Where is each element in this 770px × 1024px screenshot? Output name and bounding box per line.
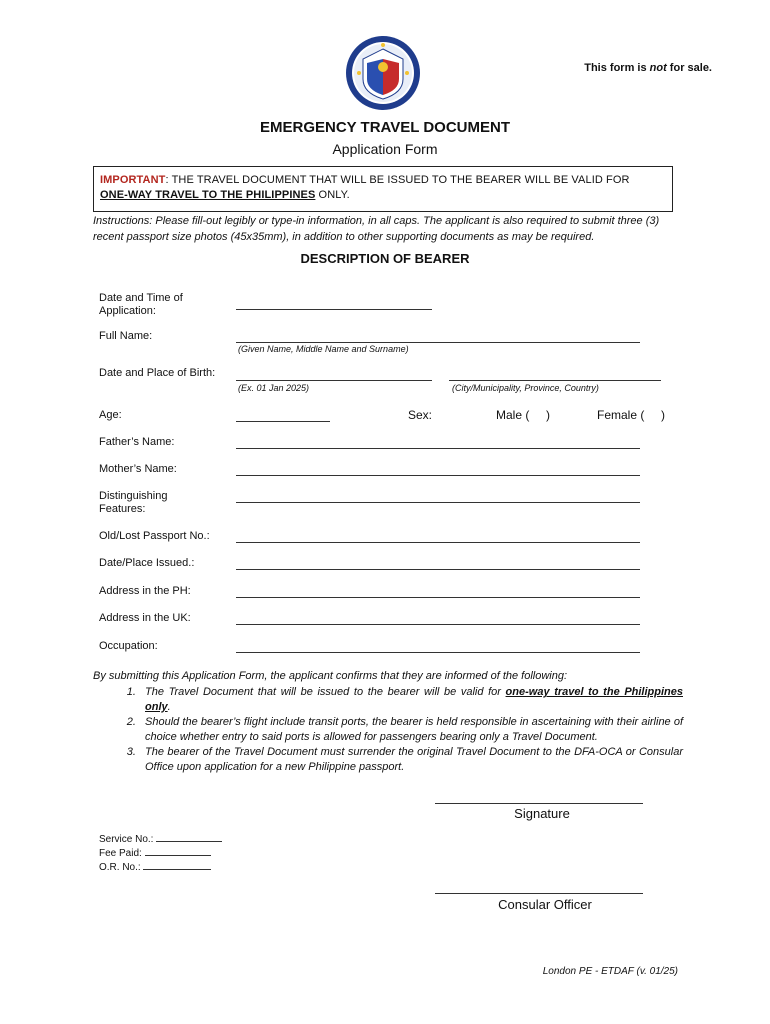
passport-label: Old/Lost Passport No.: <box>99 530 210 542</box>
address-uk-field[interactable] <box>236 624 640 625</box>
fee-paid-label: Fee Paid: <box>99 848 142 859</box>
officer-signature-field[interactable] <box>435 893 643 894</box>
female-option[interactable]: Female ( ) <box>597 408 666 422</box>
document-title: EMERGENCY TRAVEL DOCUMENT <box>259 119 511 136</box>
acknowledgement <box>93 669 683 775</box>
signature-label: Signature <box>514 806 570 821</box>
features-field[interactable] <box>236 502 640 503</box>
not-for-sale-notice: This form is not for sale. <box>584 62 712 74</box>
address-ph-field[interactable] <box>236 597 640 598</box>
age-field[interactable] <box>236 421 330 422</box>
date-time-field[interactable] <box>236 309 432 310</box>
fees-block <box>99 832 222 874</box>
date-time-label: Date and Time of Application: <box>99 292 183 317</box>
birth-date-hint: (Ex. 01 Jan 2025) <box>238 383 310 393</box>
father-label: Father’s Name: <box>99 436 175 448</box>
occupation-field[interactable] <box>236 652 640 653</box>
male-option[interactable]: Male ( ) <box>496 408 551 422</box>
mother-field[interactable] <box>236 475 640 476</box>
birth-date-field[interactable] <box>236 380 432 381</box>
full-name-field[interactable] <box>236 342 640 343</box>
service-no-field[interactable] <box>156 832 222 842</box>
form-version: London PE - ETDAF (v. 01/25) <box>542 966 678 977</box>
occupation-label: Occupation: <box>99 640 158 652</box>
acknowledgement-item: 3. The bearer of the Travel Document must surrender the original Travel Document to the DFA-OCA or Consular Office upon application for a new Philippine passport. <box>139 745 683 775</box>
features-label: Distinguishing Features: <box>99 490 168 515</box>
issued-label: Date/Place Issued.: <box>99 557 195 569</box>
issued-field[interactable] <box>236 569 640 570</box>
section-title: DESCRIPTION OF BEARER <box>300 251 470 266</box>
instructions: Instructions: Please fill-out legibly or type-in information, in all caps. The applicant is also required to submit three (3) recent passport size photos (45x35mm), in addition to other supporting documents as may be required. <box>93 215 660 243</box>
officer-label: Consular Officer <box>498 897 592 912</box>
acknowledgement-item: 1. The Travel Document that will be issued to the bearer will be valid for one-way travel to the Philippines only. <box>139 685 683 715</box>
birth-place-field[interactable] <box>449 380 661 381</box>
service-no-label: Service No.: <box>99 834 154 845</box>
birth-label: Date and Place of Birth: <box>99 367 216 379</box>
passport-field[interactable] <box>236 542 640 543</box>
or-no-label: O.R. No.: <box>99 862 141 873</box>
important-notice: IMPORTANT: THE TRAVEL DOCUMENT THAT WILL BE ISSUED TO THE BEARER WILL BE VALID FOR ONE-WAY TRAVEL TO THE PHILIPPINES ONLY. <box>93 166 673 212</box>
signature-field[interactable] <box>435 803 643 804</box>
sex-label: Sex: <box>408 408 433 422</box>
father-field[interactable] <box>236 448 640 449</box>
dfa-seal-icon <box>345 35 421 111</box>
document-subtitle: Application Form <box>332 141 438 157</box>
address-ph-label: Address in the PH: <box>99 585 191 597</box>
full-name-label: Full Name: <box>99 330 153 342</box>
acknowledgement-item: 2. Should the bearer’s flight include transit ports, the bearer is held responsible in ascertaining with their airline of choice whether entry to said ports is allowed for passengers bearing only a Travel Document. <box>139 715 683 745</box>
birth-place-hint: (City/Municipality, Province, Country) <box>452 383 599 393</box>
age-label: Age: <box>99 409 122 421</box>
fee-paid-field[interactable] <box>145 846 211 856</box>
address-uk-label: Address in the UK: <box>99 612 191 624</box>
mother-label: Mother’s Name: <box>99 463 177 475</box>
full-name-hint: (Given Name, Middle Name and Surname) <box>238 344 409 354</box>
or-no-field[interactable] <box>143 860 211 870</box>
acknowledgement-intro: By submitting this Application Form, the applicant confirms that they are informed of the following: <box>93 670 568 682</box>
